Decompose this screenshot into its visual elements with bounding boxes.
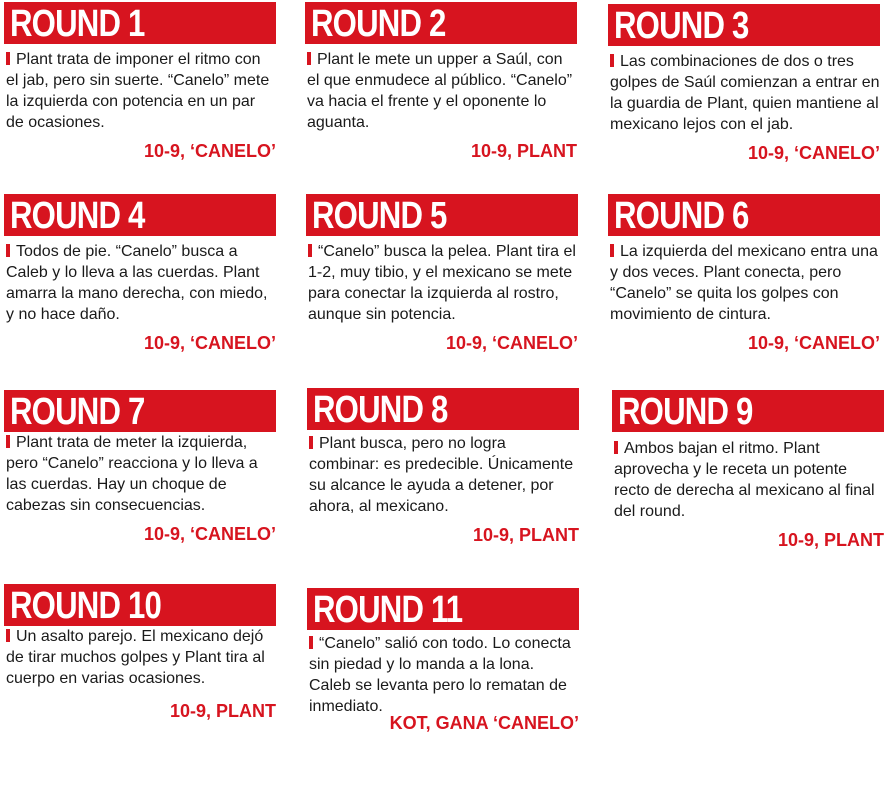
round-2-block: [305, 2, 577, 162]
round-7-score: 10-9, ‘CANELO’: [143, 524, 276, 544]
bullet-marker-icon: [309, 636, 313, 649]
round-3-block: [608, 4, 880, 164]
bullet-marker-icon: [610, 244, 614, 257]
round-3-title: ROUND 3: [608, 4, 880, 46]
round-8-score: 10-9, PLANT: [472, 525, 579, 545]
round-8-title: ROUND 8: [307, 388, 579, 430]
round-3-score: 10-9, ‘CANELO’: [747, 143, 880, 163]
round-10-score: 10-9, PLANT: [169, 701, 276, 721]
round-5-text: “Canelo” busca la pelea. Plant tira el 1-2, muy tibio, y el mexicano se mete para conectar la izquierda al rostro, aunque sin potencia.: [308, 243, 576, 323]
round-2-title: ROUND 2: [305, 2, 577, 44]
bullet-marker-icon: [6, 244, 10, 257]
round-9-text: Ambos bajan el ritmo. Plant aprovecha y le receta un potente recto de derecha al mexicano al final del round.: [614, 440, 875, 520]
round-6-block: [608, 194, 880, 354]
round-2-text: Plant le mete un upper a Saúl, con el que enmudece al público. “Canelo” va hacia el frente y el oponente lo aguanta.: [307, 51, 573, 131]
round-9-title: ROUND 9: [612, 390, 884, 432]
round-11-block: [307, 588, 579, 734]
round-7-title: ROUND 7: [4, 390, 276, 432]
round-11-text: “Canelo” salió con todo. Lo conecta sin piedad y lo manda a la lona. Caleb se levanta pero lo rematan de inmediato.: [309, 635, 571, 715]
round-11-score: KOT, GANA ‘CANELO’: [389, 713, 579, 733]
round-9-block: [612, 390, 884, 551]
round-1-title: ROUND 1: [4, 2, 276, 44]
round-4-title: ROUND 4: [4, 194, 276, 236]
round-10-title: ROUND 10: [4, 584, 276, 626]
bullet-marker-icon: [610, 54, 614, 67]
round-9-score: 10-9, PLANT: [777, 530, 884, 550]
round-5-title: ROUND 5: [306, 194, 578, 236]
round-4-text: Todos de pie. “Canelo” busca a Caleb y lo lleva a las cuerdas. Plant amarra la mano derecha, con miedo, y no hace daño.: [6, 243, 268, 323]
round-4-score: 10-9, ‘CANELO’: [143, 333, 276, 353]
round-10-block: [4, 584, 276, 722]
round-5-block: [306, 194, 578, 354]
round-4-block: [4, 194, 276, 354]
round-2-score: 10-9, PLANT: [470, 141, 577, 161]
bullet-marker-icon: [6, 629, 10, 642]
round-11-title: ROUND 11: [307, 588, 579, 630]
round-1-text: Plant trata de imponer el ritmo con el jab, pero sin suerte. “Canelo” mete la izquierda con potencia en un par de ocasiones.: [6, 51, 270, 131]
round-10-text: Un asalto parejo. El mexicano dejó de tirar muchos golpes y Plant tira al cuerpo en varias ocasiones.: [6, 628, 265, 687]
bullet-marker-icon: [308, 244, 312, 257]
round-1-score: 10-9, ‘CANELO’: [143, 141, 276, 161]
round-7-block: [4, 390, 276, 545]
round-6-score: 10-9, ‘CANELO’: [747, 333, 880, 353]
bullet-marker-icon: [614, 441, 618, 454]
round-1-block: [4, 2, 276, 162]
bullet-marker-icon: [309, 436, 313, 449]
round-8-text: Plant busca, pero no logra combinar: es predecible. Únicamente su alcance le ayuda a detener, por ahora, al mexicano.: [309, 435, 574, 515]
round-8-block: [307, 388, 579, 546]
bullet-marker-icon: [307, 52, 311, 65]
bullet-marker-icon: [6, 52, 10, 65]
round-3-text: Las combinaciones de dos o tres golpes de Saúl comienzan a entrar en la guardia de Plant, quien mantiene al mexicano lejos con el jab.: [610, 53, 880, 133]
bullet-marker-icon: [6, 435, 10, 448]
round-7-text: Plant trata de meter la izquierda, pero “Canelo” reacciona y lo lleva a las cuerdas. Hay un choque de cabezas sin consecuencias.: [6, 434, 258, 514]
round-6-title: ROUND 6: [608, 194, 880, 236]
round-6-text: La izquierda del mexicano entra una y dos veces. Plant conecta, pero “Canelo” se quita los golpes con movimiento de cintura.: [610, 243, 878, 323]
round-5-score: 10-9, ‘CANELO’: [445, 333, 578, 353]
